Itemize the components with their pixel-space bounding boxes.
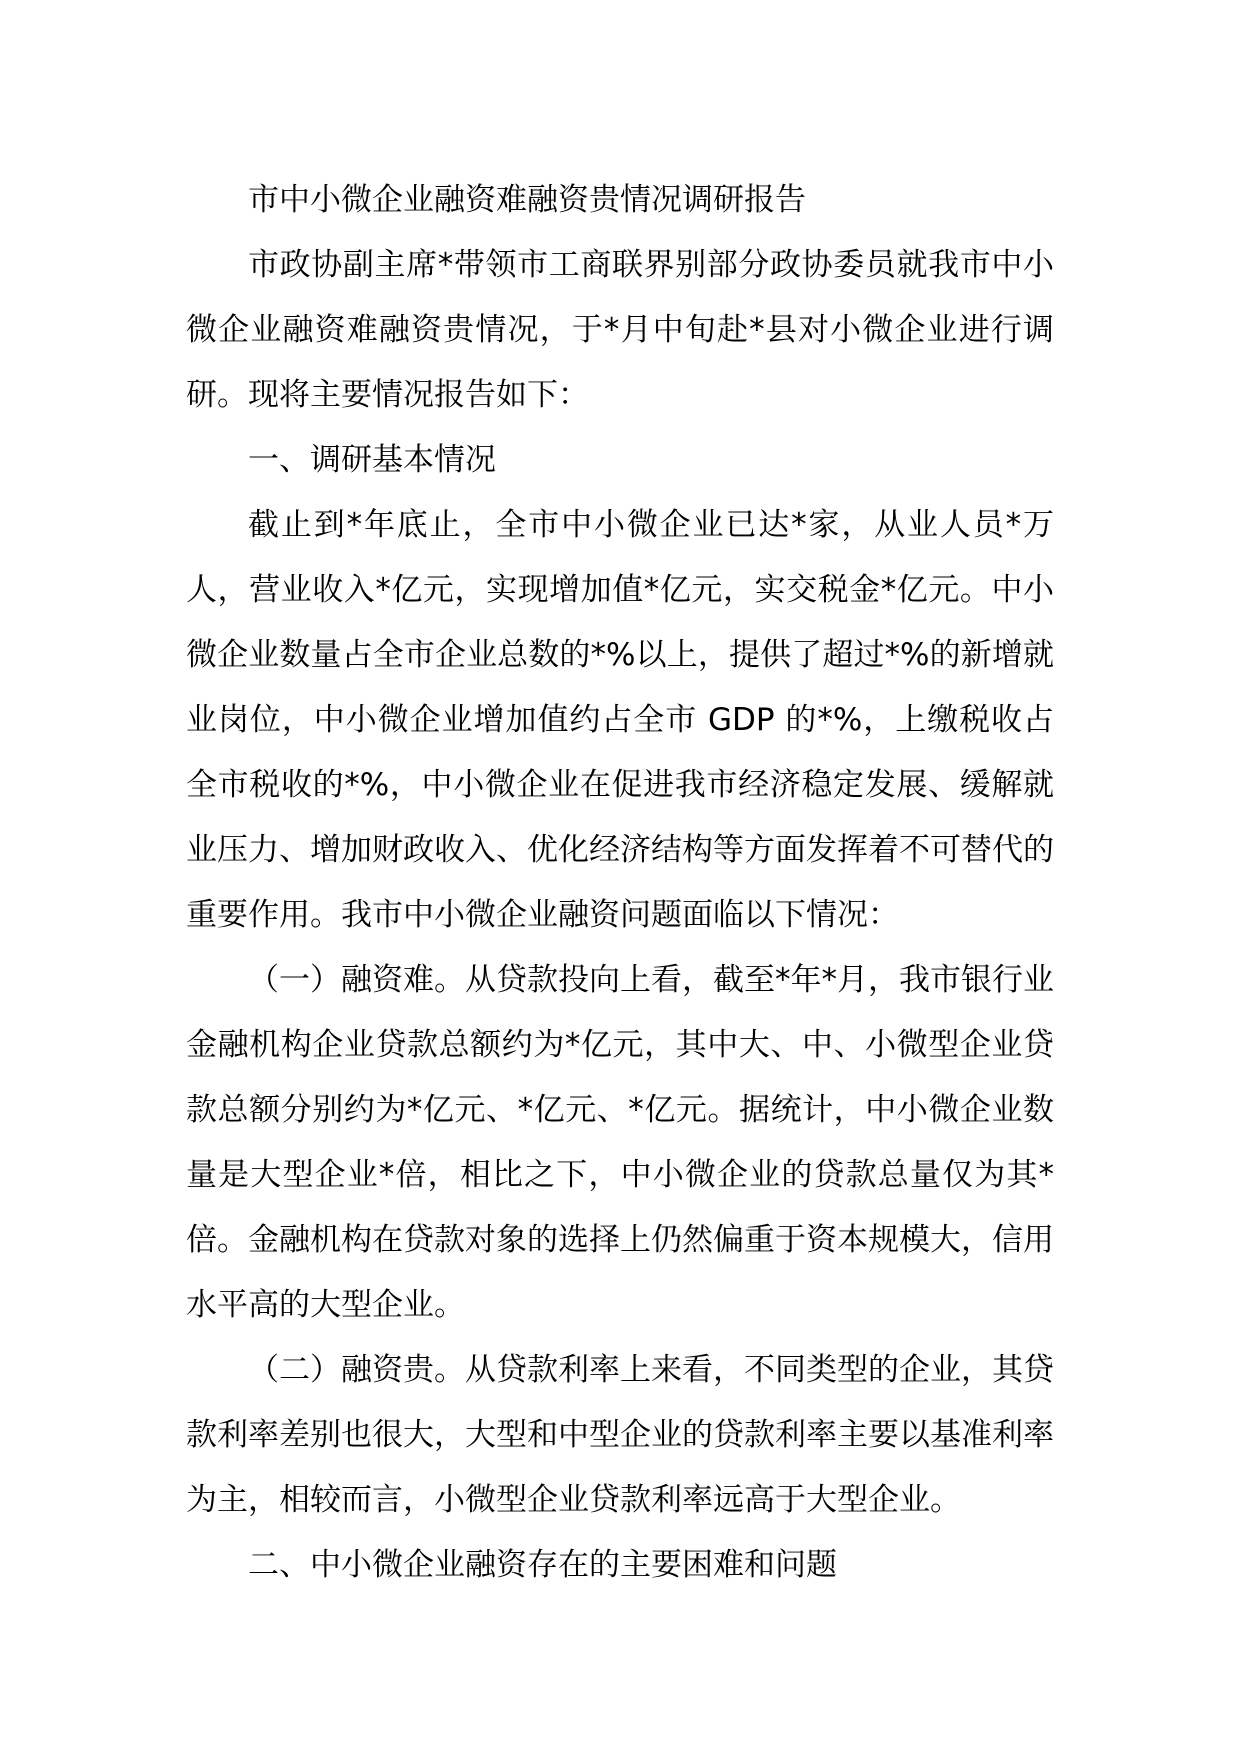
intro-paragraph: 市政协副主席*带领市工商联界别部分政协委员就我市中小微企业融资难融资贵情况，于*月中旬赴*县对小微企业进行调研。现将主要情况报告如下： [186,247,1054,413]
section-1-body: 截止到*年底止，全市中小微企业已达*家，从业人员*万人，营业收入*亿元，实现增加值*亿元，实交税金*亿元。中小微企业数量占全市企业总数的*%以上，提供了超过*%的新增就业岗位，中小微企业增加值约占全市 GDP 的*%，上缴税收占全市税收的*%，中小微企业在促进我市经济稳定发展、缓解就业压力、增加财政收入、优化经济结构等方面发挥着不可替代的重要作用。我市中小微企业融资问题面临以下情况： [186,507,1054,933]
section-2-heading: 二、中小微企业融资存在的主要困难和问题 [248,1547,837,1583]
section-1-heading: 一、调研基本情况 [248,442,496,478]
subsection-2-paragraph: （二）融资贵。从贷款利率上来看，不同类型的企业，其贷款利率差别也很大，大型和中型企业的贷款利率主要以基准利率为主，相较而言，小微型企业贷款利率远高于大型企业。 [186,1352,1054,1518]
subsection-1-paragraph: （一）融资难。从贷款投向上看，截至*年*月，我市银行业金融机构企业贷款总额约为*亿元，其中大、中、小微型企业贷款总额分别约为*亿元、*亿元、*亿元。据统计，中小微企业数量是大型企业*倍，相比之下，中小微企业的贷款总量仅为其*倍。金融机构在贷款对象的选择上仍然偏重于资本规模大，信用水平高的大型企业。 [186,962,1054,1323]
document-title: 市中小微企业融资难融资贵情况调研报告 [248,182,806,218]
